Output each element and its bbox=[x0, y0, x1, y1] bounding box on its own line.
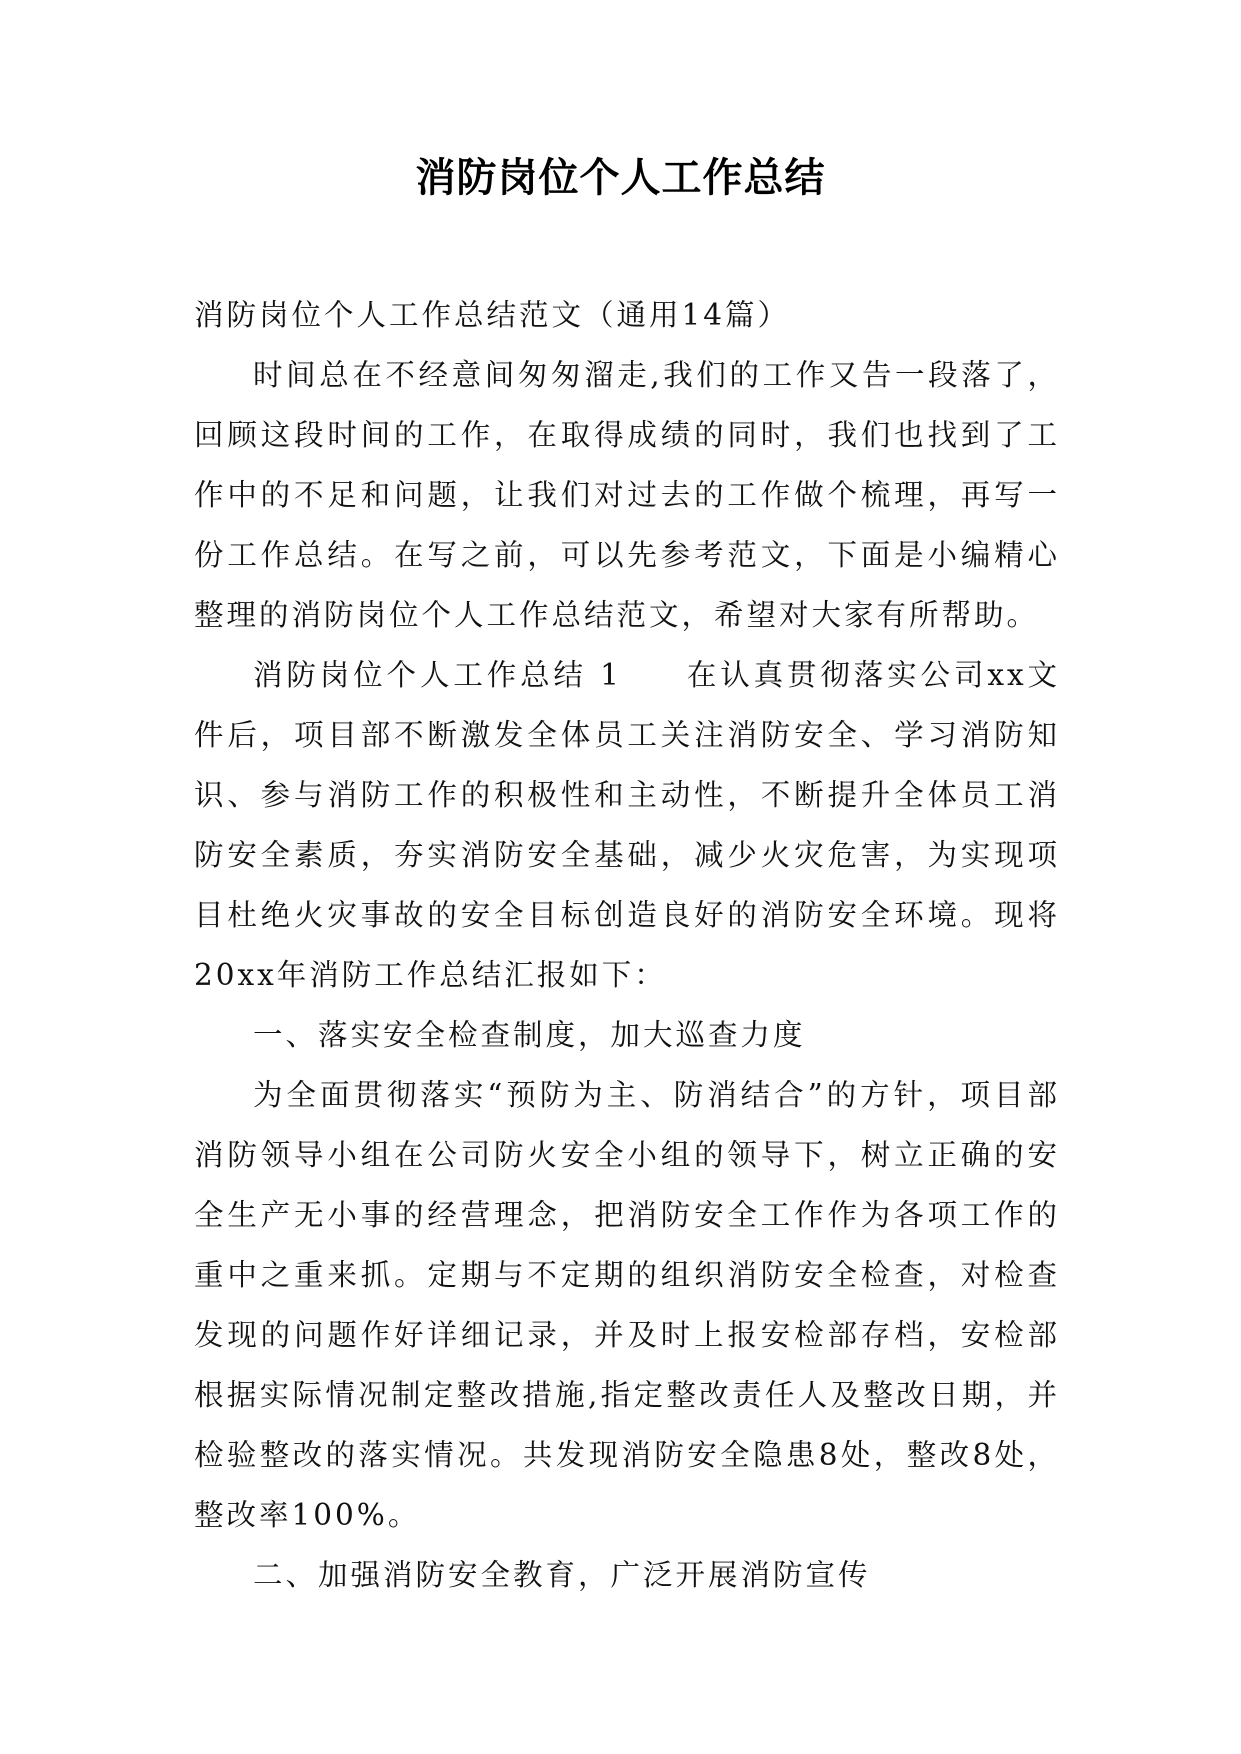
document-title: 消防岗位个人工作总结 bbox=[415, 155, 826, 201]
intro-paragraph: 时间总在不经意间匆匆溜走,我们的工作又告一段落了，回顾这段时间的工作，在取得成绩的同时，我们也找到了工作中的不足和问题，让我们对过去的工作做个梳理，再写一份工作总结。在写之前，可以先参考范文，下面是小编精心整理的消防岗位个人工作总结范文，希望对大家有所帮助。 bbox=[194, 358, 1060, 632]
document-body bbox=[194, 285, 1060, 1605]
section-1-paragraph bbox=[194, 645, 1060, 1005]
section-1-heading: 消防岗位个人工作总结 1 bbox=[253, 658, 622, 692]
document-subtitle: 消防岗位个人工作总结范文（通用14篇） bbox=[194, 298, 791, 332]
heading-one: 一、落实安全检查制度，加大巡查力度 bbox=[253, 1018, 806, 1052]
section-1-text: 在认真贯彻落实公司xx文件后，项目部不断激发全体员工关注消防安全、学习消防知识、参与消防工作的积极性和主动性，不断提升全体员工消防安全素质，夯实消防安全基础，减少火灾危害，为实现项目杜绝火灾事故的安全目标创造良好的消防安全环境。现将20xx年消防工作总结汇报如下： bbox=[194, 658, 1060, 992]
heading-two: 二、加强消防安全教育，广泛开展消防宣传 bbox=[253, 1558, 871, 1592]
paragraph-one: 为全面贯彻落实“预防为主、防消结合”的方针，项目部消防领导小组在公司防火安全小组的领导下，树立正确的安全生产无小事的经营理念，把消防安全工作作为各项工作的重中之重来抓。定期与不定期的组织消防安全检查，对检查发现的问题作好详细记录，并及时上报安检部存档，安检部根据实际情况制定整改措施,指定整改责任人及整改日期，并检验整改的落实情况。共发现消防安全隐患8处，整改8处，整改率100%。 bbox=[194, 1078, 1060, 1532]
